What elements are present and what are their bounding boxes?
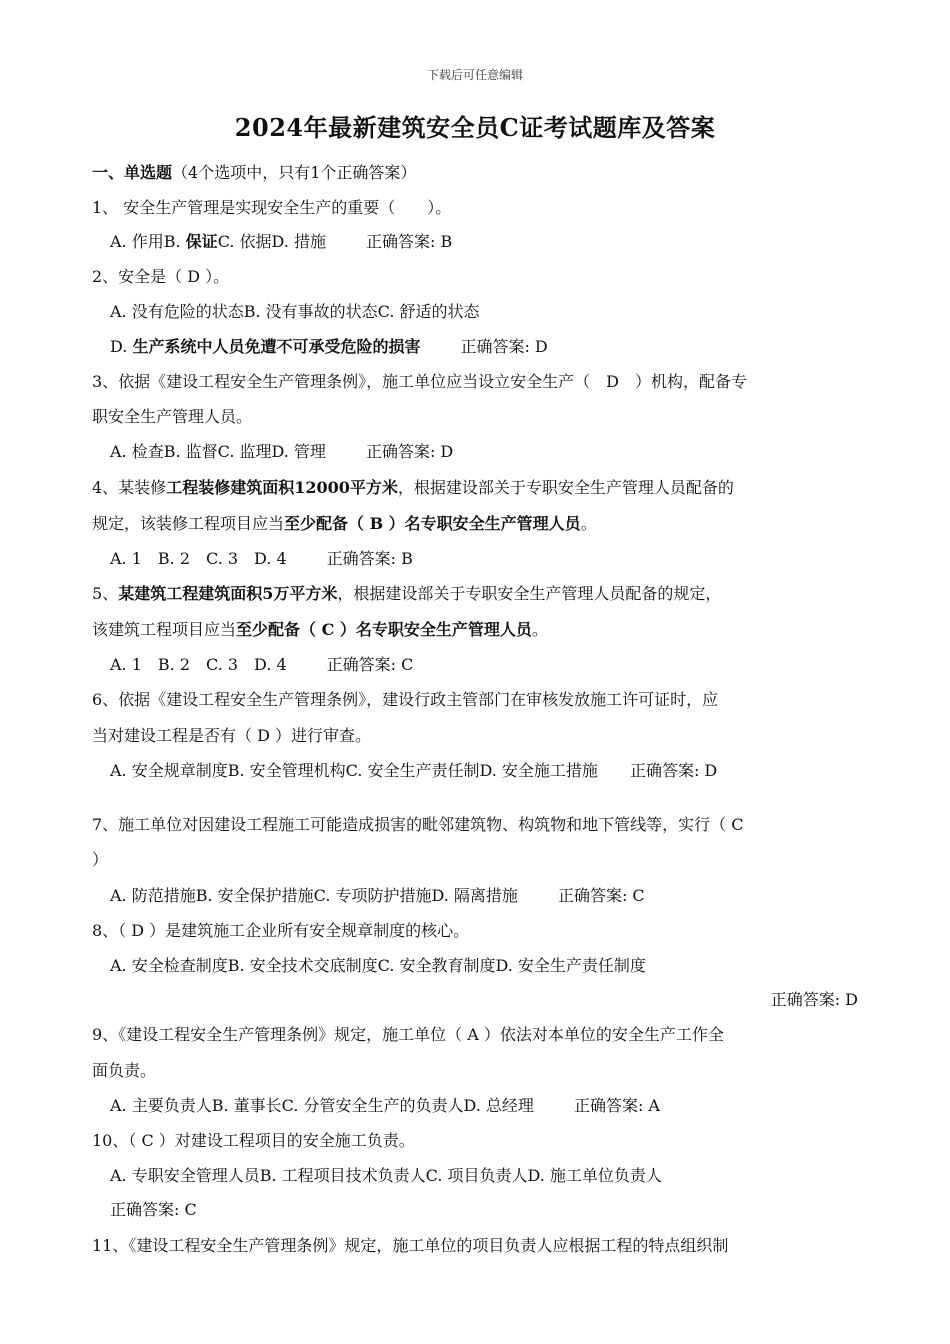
question-7-options bbox=[110, 885, 645, 907]
question-8-options: A. 安全检查制度B. 安全技术交底制度C. 安全教育制度D. 安全生产责任制度 bbox=[110, 956, 646, 975]
question-10-stem: 10、（ C ）对建设工程项目的安全施工负责。 bbox=[92, 1131, 415, 1150]
question-3-stem-1: 3、依据《建设工程安全生产管理条例》，施工单位应当设立安全生产（ D ）机构，配备专 bbox=[92, 372, 748, 391]
q5-s2b: 至少配备（ C ）名专职安全生产管理人员 bbox=[236, 620, 532, 639]
q1-opt-b: 保证 bbox=[185, 232, 218, 251]
q5-s1b: 某建筑工程建筑面积5万平方米 bbox=[118, 584, 338, 603]
question-10-options: A. 专职安全管理人员B. 工程项目技术负责人C. 项目负责人D. 施工单位负责人 bbox=[110, 1166, 662, 1185]
q2-opt-d-prefix: D. bbox=[110, 337, 133, 356]
question-4-options bbox=[110, 548, 413, 570]
question-8-answer: 正确答案: D bbox=[770, 990, 858, 1009]
q4-s1b: 工程装修建筑面积12000平方米 bbox=[166, 478, 398, 497]
q9-opts: A. 主要负责人B. 董事长C. 分管安全生产的负责人D. 总经理 bbox=[110, 1096, 534, 1115]
q4-s2a: 规定，该装修工程项目应当 bbox=[92, 514, 285, 533]
q3-answer: 正确答案: D bbox=[365, 442, 454, 461]
question-2-stem: 2、安全是（ D ）。 bbox=[92, 267, 230, 286]
question-6-stem-1: 6、依据《建设工程安全生产管理条例》，建设行政主管部门在审核发放施工许可证时，应 bbox=[92, 690, 719, 709]
question-1-options bbox=[110, 231, 452, 253]
question-9-stem-1: 9、《建设工程安全生产管理条例》规定，施工单位（ A ）依法对本单位的安全生产工作全 bbox=[92, 1025, 724, 1044]
section-note: （4个选项中，只有1个正确答案） bbox=[172, 163, 417, 182]
header-note: 下载后可任意编辑 bbox=[426, 68, 523, 82]
q2-answer: 正确答案: D bbox=[460, 337, 548, 356]
q5-s2c: 。 bbox=[531, 620, 548, 639]
q1-opt-a: A. 作用B. bbox=[110, 232, 186, 251]
q2-opt-d: 生产系统中人员免遭不可承受危险的损害 bbox=[132, 337, 421, 356]
question-5-options bbox=[110, 654, 413, 676]
q4-opts: A. 1 B. 2 C. 3 D. 4 bbox=[110, 549, 287, 568]
question-1-stem: 1、 安全生产管理是实现安全生产的重要（ ）。 bbox=[92, 198, 452, 217]
q4-answer: 正确答案: B bbox=[326, 549, 413, 568]
question-6-options bbox=[110, 760, 717, 782]
question-7-stem-2: ） bbox=[92, 850, 109, 869]
q5-s1a: 5、 bbox=[92, 584, 119, 603]
q6-answer: 正确答案: D bbox=[629, 761, 718, 780]
q1-answer: 正确答案: B bbox=[365, 232, 453, 251]
q5-s1c: ，根据建设部关于专职安全生产管理人员配备的规定， bbox=[337, 584, 722, 603]
question-4-stem-2 bbox=[92, 513, 597, 535]
question-5-stem-1 bbox=[92, 583, 721, 605]
q4-s1c: ，根据建设部关于专职安全生产管理人员配备的 bbox=[397, 478, 734, 497]
q1-opt-rest: C. 依据D. 措施 bbox=[217, 232, 326, 251]
question-8-stem: 8、（ D ）是建筑施工企业所有安全规章制度的核心。 bbox=[92, 921, 470, 940]
question-9-stem-2: 面负责。 bbox=[92, 1061, 157, 1080]
q7-answer: 正确答案: C bbox=[557, 886, 645, 905]
question-6-stem-2: 当对建设工程是否有（ D ）进行审查。 bbox=[92, 726, 372, 745]
q4-s2b: 至少配备（ B ）名专职安全生产管理人员 bbox=[284, 514, 581, 533]
section-heading bbox=[92, 162, 416, 184]
q3-opts: A. 检查B. 监督C. 监理D. 管理 bbox=[110, 442, 326, 461]
page-title: 2024年最新建筑安全员C证考试题库及答案 bbox=[234, 113, 716, 142]
question-2-option-d bbox=[110, 336, 548, 358]
q7-opts: A. 防范措施B. 安全保护措施C. 专项防护措施D. 隔离措施 bbox=[110, 886, 518, 905]
q4-s2c: 。 bbox=[580, 514, 597, 533]
question-9-options bbox=[110, 1095, 660, 1117]
question-5-stem-2 bbox=[92, 619, 548, 641]
q5-opts: A. 1 B. 2 C. 3 D. 4 bbox=[110, 655, 287, 674]
q9-answer: 正确答案: A bbox=[573, 1096, 660, 1115]
question-3-stem-2: 职安全生产管理人员。 bbox=[92, 407, 253, 426]
q5-s2a: 该建筑工程项目应当 bbox=[92, 620, 237, 639]
q5-answer: 正确答案: C bbox=[326, 655, 414, 674]
question-3-options bbox=[110, 441, 453, 463]
question-7-stem-1: 7、施工单位对因建设工程施工可能造成损害的毗邻建筑物、构筑物和地下管线等，实行（ C bbox=[92, 815, 744, 834]
q6-opts: A. 安全规章制度B. 安全管理机构C. 安全生产责任制D. 安全施工措施 bbox=[110, 761, 598, 780]
question-10-answer: 正确答案: C bbox=[110, 1200, 197, 1219]
question-11-stem-1: 11、《建设工程安全生产管理条例》规定，施工单位的项目负责人应根据工程的特点组织制 bbox=[92, 1236, 729, 1255]
question-4-stem-1 bbox=[92, 477, 734, 499]
q4-s1a: 4、某装修 bbox=[92, 478, 167, 497]
question-2-options: A. 没有危险的状态B. 没有事故的状态C. 舒适的状态 bbox=[110, 302, 480, 321]
section-label: 一、单选题 bbox=[92, 163, 173, 182]
